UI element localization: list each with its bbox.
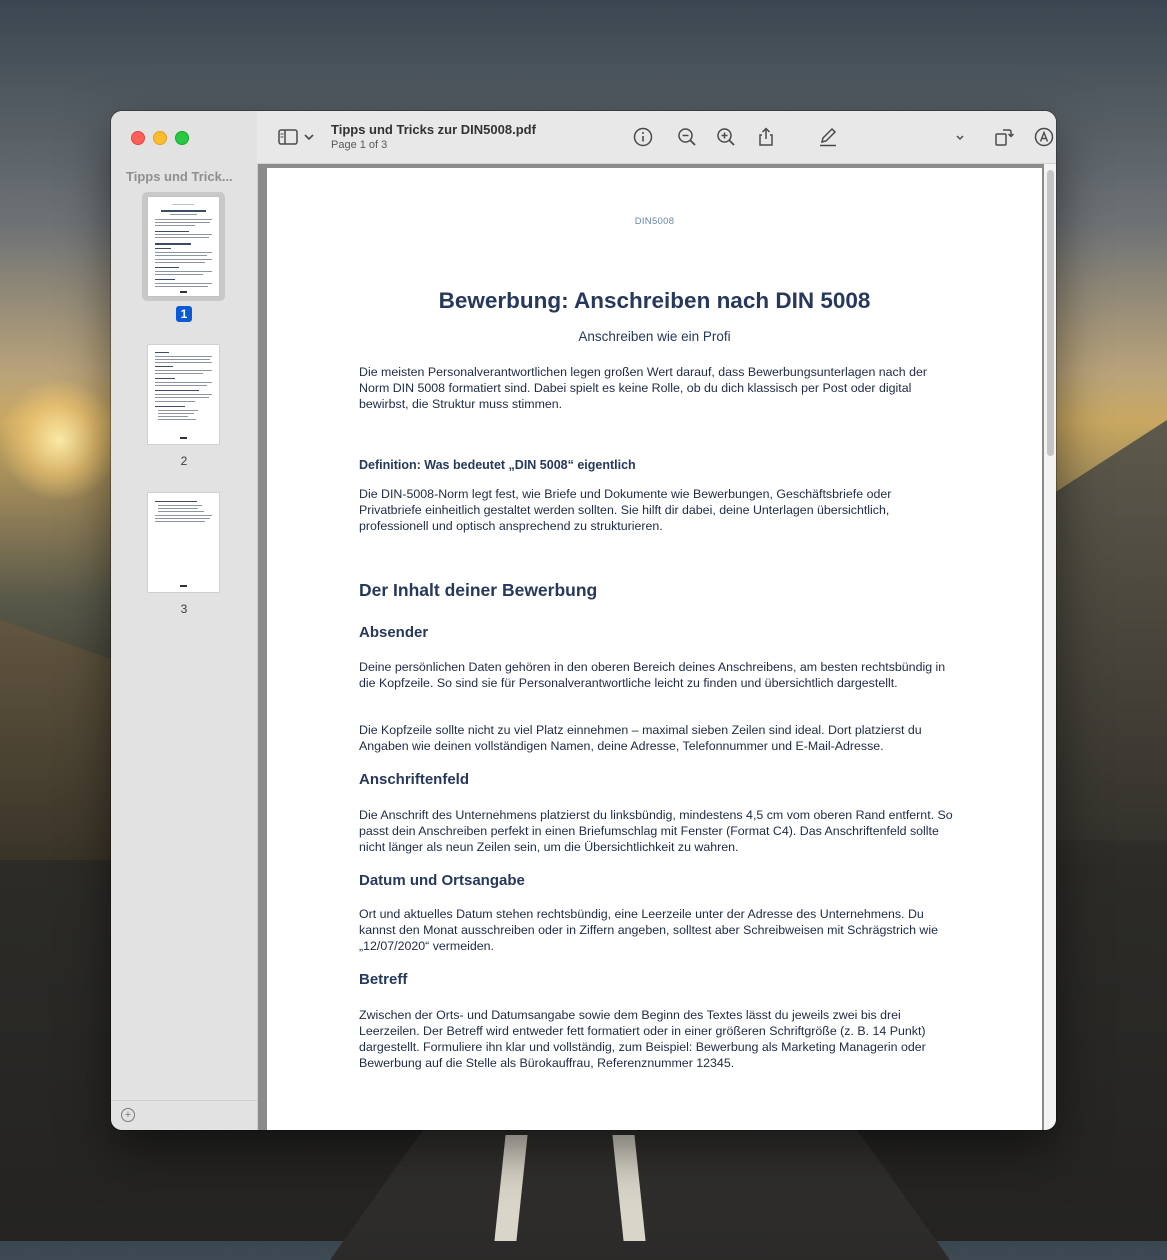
- page-thumbnail-3[interactable]: [142, 493, 226, 616]
- page-number-1: 1: [176, 306, 193, 322]
- markup-pen-icon[interactable]: [817, 126, 839, 148]
- document-title-heading: Bewerbung: Anschreiben nach DIN 5008: [438, 288, 871, 313]
- share-icon[interactable]: [755, 126, 777, 148]
- zoom-out-icon[interactable]: [676, 126, 698, 148]
- sidebar-title: Tipps und Trick...: [126, 169, 233, 184]
- sidebar-divider: [111, 1100, 257, 1101]
- betreff-heading: Betreff: [359, 971, 408, 988]
- thumbnail-page-image: [148, 493, 219, 592]
- datum-heading: Datum und Ortsangabe: [359, 872, 525, 889]
- sun-glow: [0, 380, 120, 500]
- chevron-down-icon[interactable]: [954, 126, 966, 148]
- rotate-icon[interactable]: [993, 126, 1015, 148]
- page-number-label: [142, 307, 226, 321]
- page-indicator: Page 1 of 3: [331, 139, 388, 151]
- close-button[interactable]: [131, 131, 145, 145]
- minimize-button[interactable]: [153, 131, 167, 145]
- zoom-button[interactable]: [175, 131, 189, 145]
- datum-paragraph: Ort und aktuelles Datum stehen rechtsbündig, eine Leerzeile unter der Adresse des Unternehmens. Du kannst den Monat ausschreiben oder in Ziffern angeben, solltest aber Schreibweisen mit Schrägstrich wie „12/07/2020“ vermeiden.: [359, 907, 939, 953]
- window-controls: [131, 131, 189, 145]
- thumbnail-page-image: [148, 345, 219, 444]
- section-heading: Der Inhalt deiner Bewerbung: [359, 580, 598, 600]
- sidebar-toggle-icon[interactable]: [277, 126, 301, 148]
- thumbnail-sidebar: [111, 111, 258, 1130]
- absender-paragraph-1: Deine persönlichen Daten gehören in den oberen Bereich deines Anschreibens, am besten rechtsbündig in die Kopfzeile. So sind sie für Personalverantwortliche leicht zu finden und übersichtlich dargestellt.: [359, 660, 946, 690]
- document-title: Tipps und Tricks zur DIN5008.pdf: [331, 122, 536, 137]
- document-viewer[interactable]: [258, 164, 1056, 1130]
- thumbnail-selection: [142, 192, 225, 301]
- anschrift-paragraph: Die Anschrift des Unternehmens platzierst du linksbündig, mindestens 4,5 cm vom oberen Rand entfernt. So passt dein Anschreiben perfekt in einen Briefumschlag mit Fenster (Format C4). Das Anschriftenfeld sollte nicht länger als neun Zeilen sein, um die Übersichtlichkeit zu wahren.: [359, 808, 953, 854]
- pdf-page-1: [267, 168, 1042, 1130]
- definition-paragraph: Die DIN-5008-Norm legt fest, wie Briefe und Dokumente wie Bewerbungen, Geschäftsbriefe oder Privatbriefe einheitlich gestaltet werden sollten. Sie hilft dir dabei, deine Unterlagen übersichtlich, professionell und optisch ansprechend zu strukturieren.: [359, 487, 892, 533]
- info-icon[interactable]: [632, 126, 654, 148]
- page-number-3: 3: [180, 602, 188, 616]
- preview-window: [111, 111, 1056, 1130]
- page-thumbnail-1[interactable]: [142, 192, 226, 321]
- annotate-icon[interactable]: [1033, 126, 1055, 148]
- intro-paragraph: Die meisten Personalverantwortlichen legen großen Wert darauf, dass Bewerbungsunterlagen nach der Norm DIN 5008 formatiert sind. Dabei spielt es keine Rolle, ob du dich klassisch per Post oder digital bewirbst, die Struktur muss stimmen.: [359, 365, 927, 411]
- anschrift-heading: Anschriftenfeld: [359, 771, 470, 788]
- document-subtitle: Anschreiben wie ein Profi: [578, 329, 731, 344]
- betreff-paragraph: Zwischen der Orts- und Datumsangabe sowie dem Beginn des Textes lässt du jeweils zwei bis drei Leerzeilen. Der Betreff wird entweder fett formatiert oder in einer größeren Schriftgröße (z. B. 14 Punkt) dargestellt. Formuliere ihn klar und vollständig, zum Beispiel: Bewerbung als Marketing Managerin oder Bewerbung auf die Stelle als Bürokauffrau, Referenznummer 12345.: [359, 1008, 926, 1070]
- page-thumbnail-2[interactable]: [142, 345, 226, 468]
- thumbnail-page-image: [148, 197, 219, 296]
- definition-heading: Definition: Was bedeutet „DIN 5008“ eigentlich: [359, 458, 636, 472]
- toolbar: [257, 111, 1056, 164]
- absender-heading: Absender: [359, 624, 429, 641]
- absender-paragraph-2: Die Kopfzeile sollte nicht zu viel Platz einnehmen – maximal sieben Zeilen sind ideal. Dort platzierst du Angaben wie deinen vollständigen Namen, deine Adresse, Telefonnummer und E-Mail-Adresse.: [359, 723, 922, 753]
- zoom-in-icon[interactable]: [715, 126, 737, 148]
- scrollbar-thumb[interactable]: [1047, 170, 1054, 456]
- page-header: DIN5008: [634, 216, 675, 227]
- chevron-down-icon[interactable]: [301, 126, 317, 148]
- add-page-icon[interactable]: +: [121, 1108, 135, 1122]
- page-number-2: 2: [180, 454, 188, 468]
